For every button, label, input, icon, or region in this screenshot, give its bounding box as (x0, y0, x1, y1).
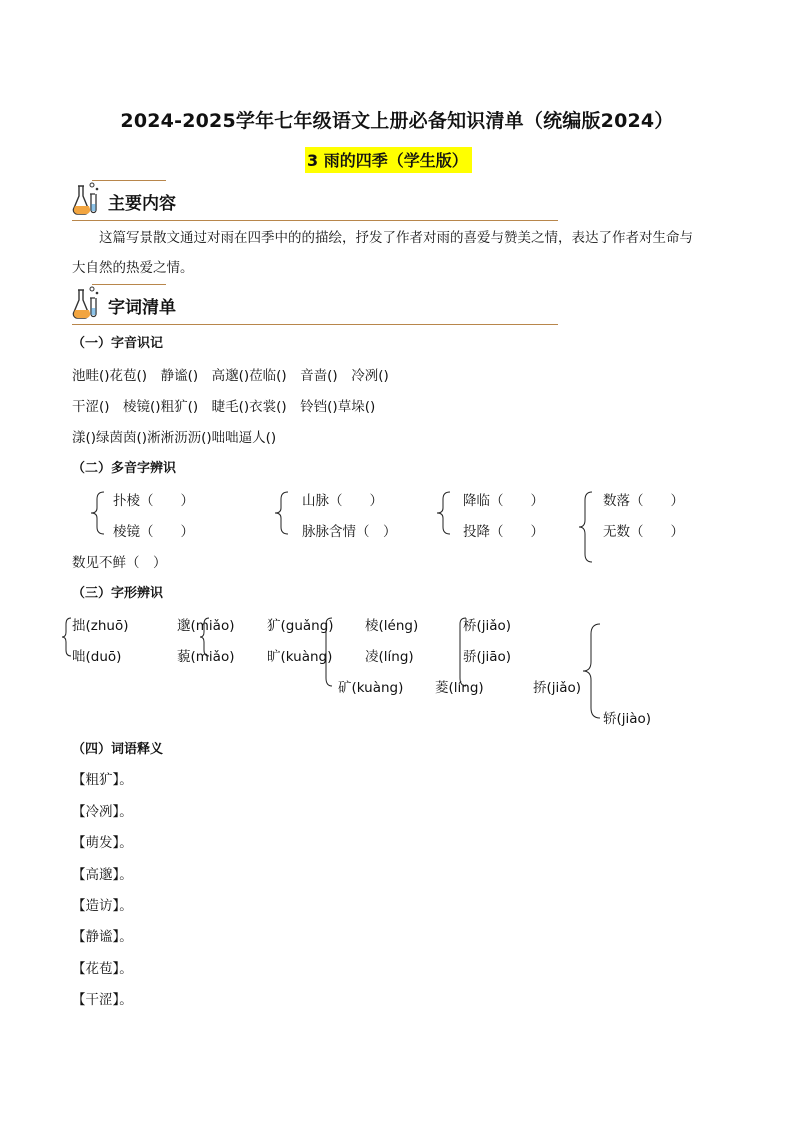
glyph-item: 旷(kuàng) (267, 649, 333, 665)
glyph-item: 轿(jiào) (603, 711, 652, 727)
section-decoration-line (92, 180, 166, 181)
brace-icon (318, 616, 334, 688)
polyphonic-item: 投降（ ） (463, 524, 544, 540)
glyph-item: 咄(duō) (72, 649, 122, 665)
polyphonic-item: 脉脉含情（ ） (302, 524, 397, 540)
brace-icon (198, 616, 212, 658)
lesson-subtitle: 3 雨的四季（学生版） (305, 147, 472, 173)
polyphonic-item: 无数（ ） (603, 524, 684, 540)
definition-item: 【静谧】。 (72, 929, 133, 945)
part-heading-pronunciation: （一）字音识记 (72, 336, 164, 351)
definition-item: 【粗犷】。 (72, 772, 133, 788)
section-header-word-list (72, 284, 558, 325)
part-heading-glyph: （三）字形辨识 (72, 586, 164, 601)
document-title: 2024-2025学年七年级语文上册必备知识清单（统编版2024） (120, 110, 674, 132)
brace-icon (272, 490, 292, 536)
polyphonic-item: 山脉（ ） (302, 493, 383, 509)
glyph-item: 骄(jiāo) (463, 649, 512, 665)
summary-line-1: 这篇写景散文通过对雨在四季中的的描绘，抒发了作者对雨的喜爱与赞美之情，表达了作者对生命与 (99, 230, 693, 246)
glyph-item: 矿(kuàng) (338, 680, 404, 696)
glyph-item: 挢(jiǎo) (533, 680, 582, 696)
definition-item: 【花苞】。 (72, 961, 133, 977)
pronunciation-line-3: 漾()绿茵茵()淅淅沥沥()咄咄逼人() (72, 430, 277, 446)
pronunciation-line-2: 干涩() 棱镜()粗犷() 睫毛()衣裳() 铃铛()草垛() (72, 399, 376, 415)
flask-icon (72, 180, 102, 218)
glyph-item: 藐(miǎo) (177, 649, 235, 665)
glyph-item: 菱(líng) (435, 680, 484, 696)
glyph-item: 凌(líng) (365, 649, 414, 665)
polyphonic-item: 降临（ ） (463, 493, 544, 509)
polyphonic-item: 扑棱（ ） (113, 493, 194, 509)
flask-icon (72, 284, 102, 322)
section-decoration-line (92, 284, 166, 285)
definition-item: 【高邈】。 (72, 867, 133, 883)
pronunciation-line-1: 池畦()花苞() 静谧() 高邈()莅临() 音啬() 冷冽() (72, 368, 389, 384)
part-heading-polyphonic: （二）多音字辨识 (72, 461, 177, 476)
section-header-main-content (72, 180, 558, 221)
glyph-item: 拙(zhuō) (72, 618, 129, 634)
definition-item: 【干涩】。 (72, 992, 133, 1008)
polyphonic-item: 棱镜（ ） (113, 524, 194, 540)
part-heading-definitions: （四）词语释义 (72, 742, 164, 757)
definition-item: 【造访】。 (72, 898, 133, 914)
section-title: 主要内容 (108, 194, 176, 214)
section-title: 字词清单 (108, 298, 176, 318)
definition-item: 【萌发】。 (72, 835, 133, 851)
brace-icon (576, 490, 596, 564)
polyphonic-item: 数见不鲜（ ） (72, 555, 167, 571)
brace-icon (88, 490, 108, 536)
glyph-item: 棱(léng) (365, 618, 419, 634)
glyph-item: 犷(guǎng) (267, 618, 334, 634)
glyph-item: 邈(miǎo) (177, 618, 235, 634)
definition-item: 【冷冽】。 (72, 804, 133, 820)
polyphonic-item: 数落（ ） (603, 493, 684, 509)
summary-line-2: 大自然的热爱之情。 (72, 260, 194, 276)
brace-icon (580, 622, 604, 720)
brace-icon (434, 490, 454, 536)
glyph-item: 桥(jiǎo) (463, 618, 512, 634)
